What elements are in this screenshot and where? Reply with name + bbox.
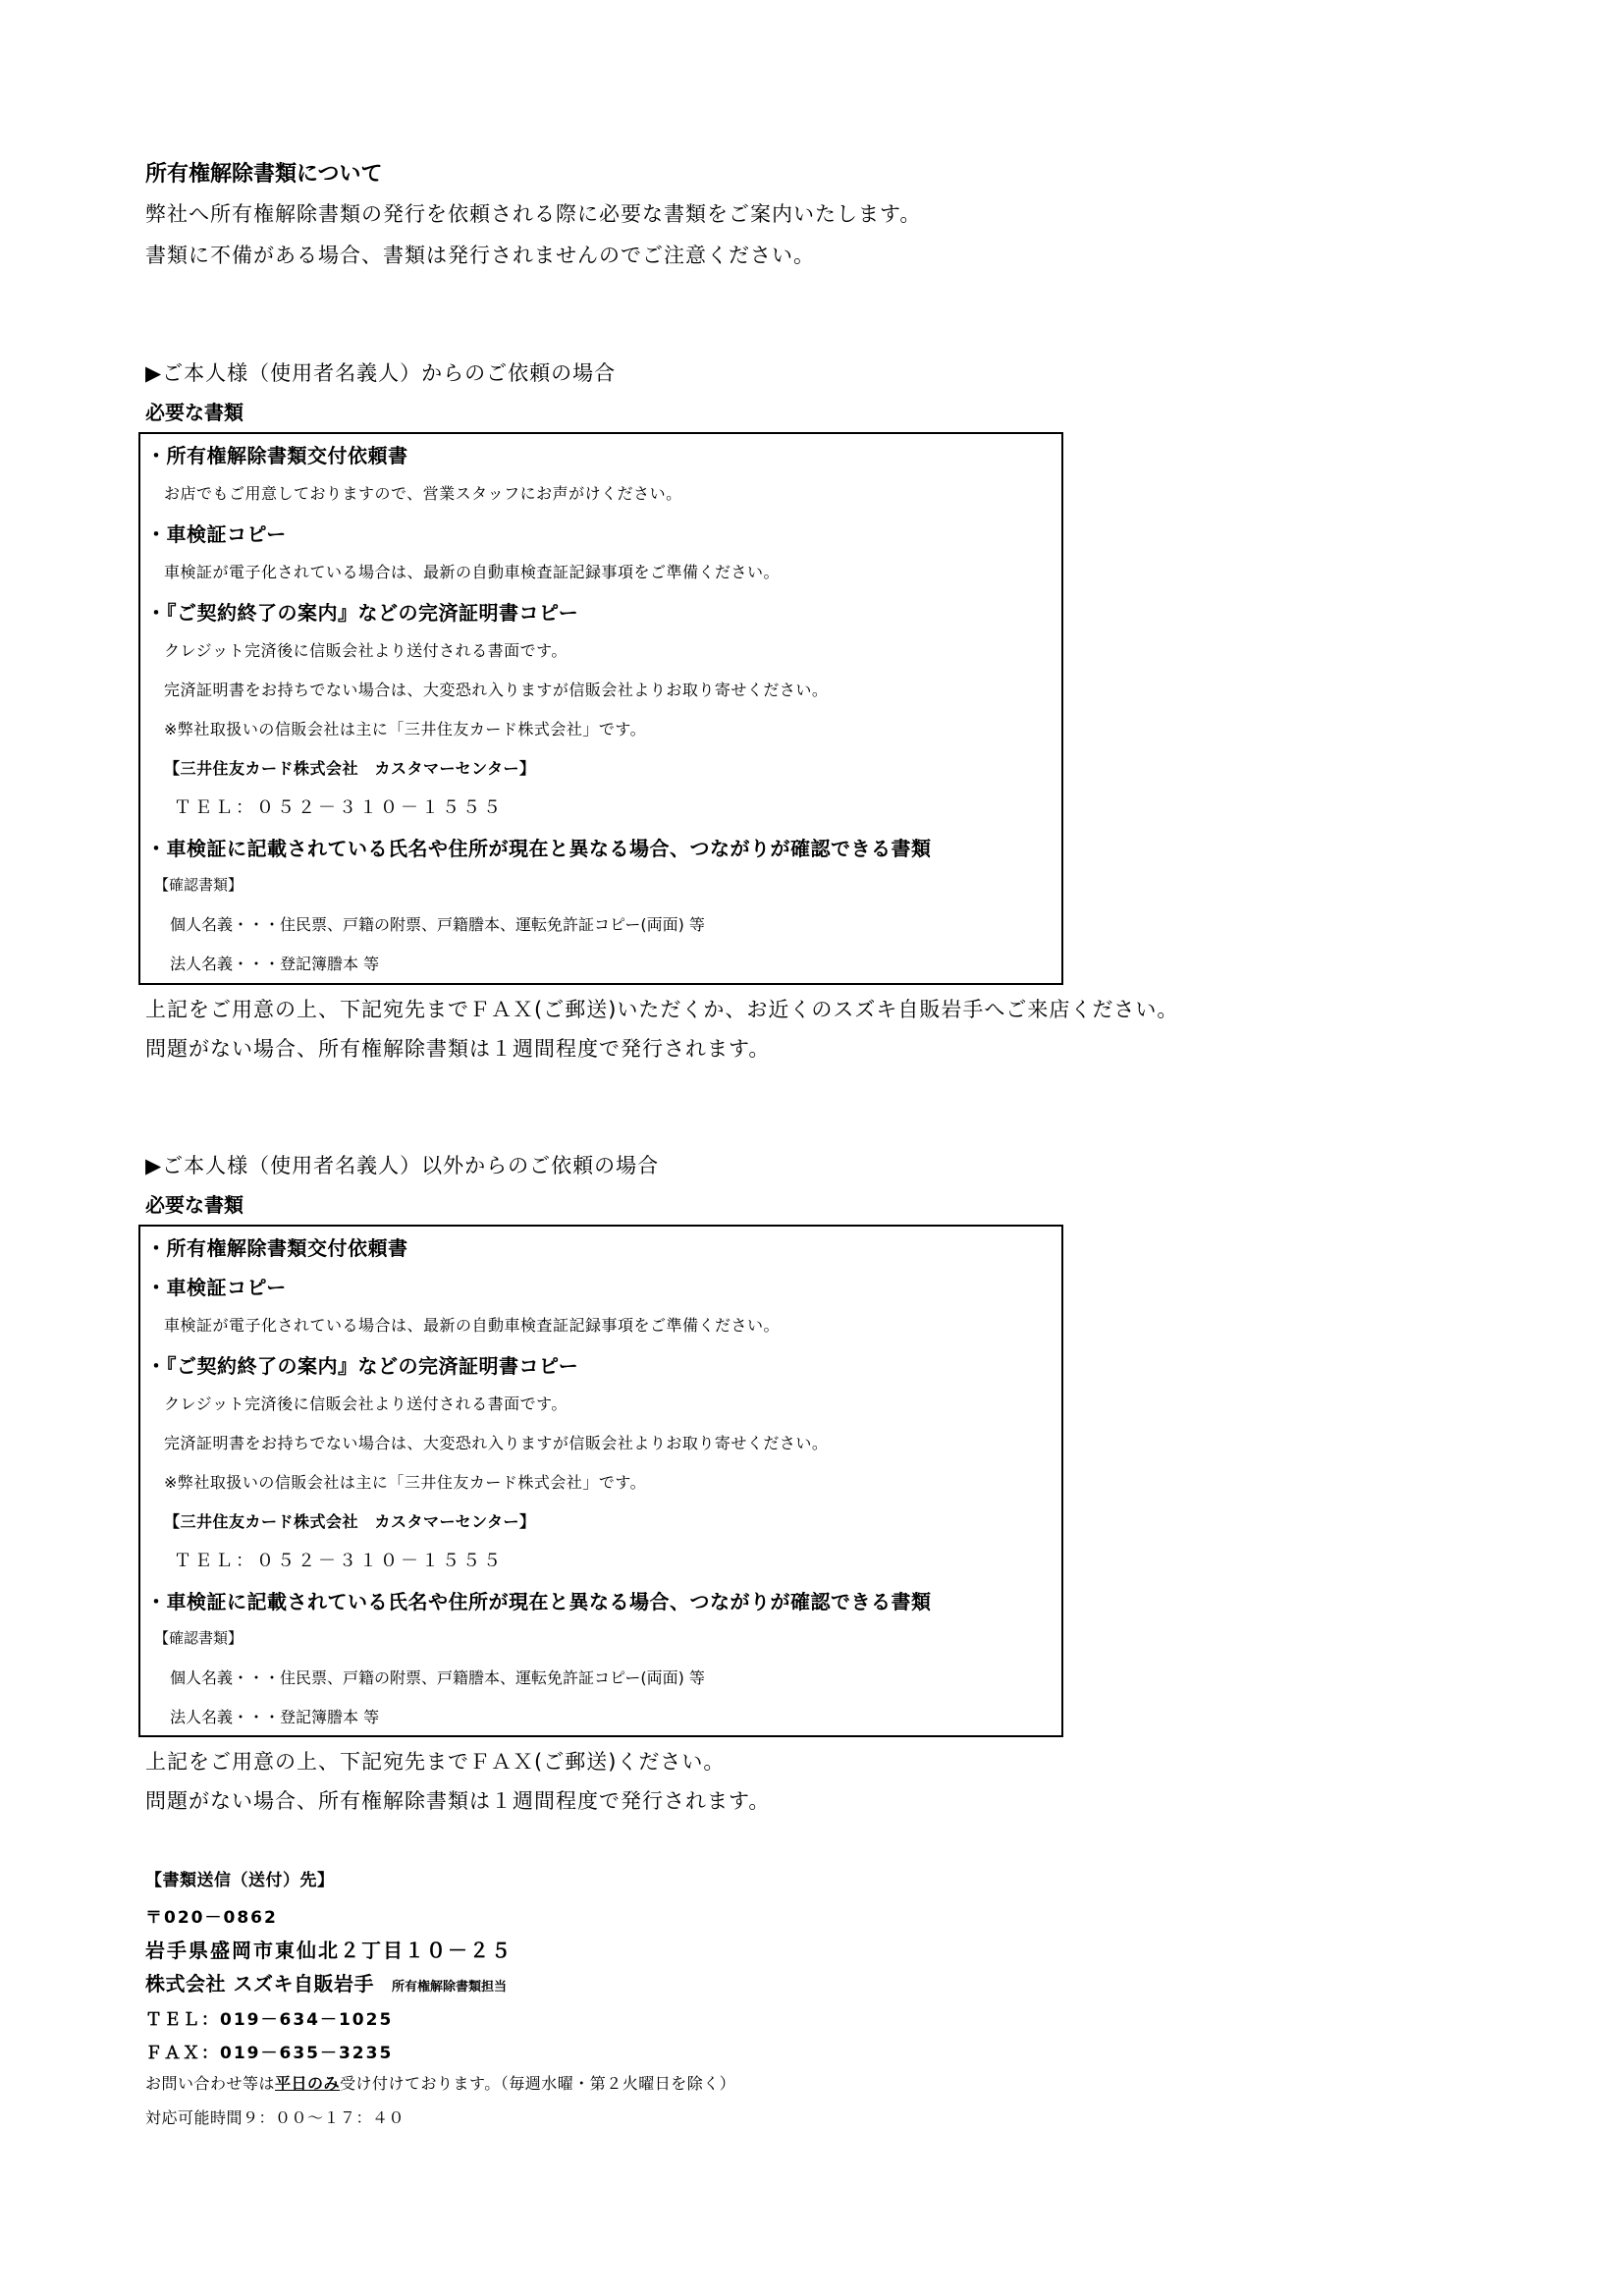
section1-item-link-docs: ・車検証に記載されている氏名や住所が現在と異なる場合、つながりが確認できる書類 <box>146 837 932 860</box>
section1-note-electronic: 車検証が電子化されている場合は、最新の自動車検査証記録事項をご準備ください。 <box>164 563 781 581</box>
section1-note-credit-company: ※弊社取扱いの信販会社は主に「三井住友カード株式会社」です。 <box>164 720 647 738</box>
section2-required-label: 必要な書類 <box>145 1193 243 1217</box>
section1-individual-docs: 個人名義・・・住民票、戸籍の附票、戸籍謄本、運転免許証コピー(両面) 等 <box>170 915 705 934</box>
contact-postal-code: 〒020－0862 <box>145 1908 278 1928</box>
contact-company-name: 株式会社 スズキ自販岩手 <box>145 1972 374 1995</box>
section2-individual-docs: 個人名義・・・住民票、戸籍の附票、戸籍謄本、運転免許証コピー(両面) 等 <box>170 1668 705 1687</box>
contact-hours-prefix: お問い合わせ等は <box>145 2074 276 2093</box>
section1-requirements-box <box>138 432 1063 985</box>
contact-department: 所有権解除書類担当 <box>391 1980 507 1995</box>
contact-address: 岩手県盛岡市東仙北２丁目１０－２５ <box>145 1939 513 1962</box>
section1-corporate-docs: 法人名義・・・登記簿謄本 等 <box>170 955 380 973</box>
section1-customer-center: 【三井住友カード株式会社 カスタマーセンター】 <box>164 759 536 778</box>
section2-item-link-docs: ・車検証に記載されている氏名や住所が現在と異なる場合、つながりが確認できる書類 <box>146 1590 932 1613</box>
contact-heading: 【書類送信（送付）先】 <box>145 1871 335 1890</box>
contact-hours-time: 対応可能時間９：００～１７：４０ <box>145 2108 406 2127</box>
section1-confirm-docs-label: 【確認書類】 <box>154 876 243 894</box>
section1-customer-center-tel: ＴＥＬ：０５２－３１０－１５５５ <box>174 797 504 818</box>
intro-line-1: 弊社へ所有権解除書類の発行を依頼される際に必要な書類をご案内いたします。 <box>145 202 922 226</box>
section1-heading: ▶ご本人様（使用者名義人）からのご依頼の場合 <box>145 361 617 385</box>
section2-note-credit: クレジット完済後に信販会社より送付される書面です。 <box>164 1394 568 1413</box>
section2-heading: ▶ご本人様（使用者名義人）以外からのご依頼の場合 <box>145 1154 660 1177</box>
section2-requirements-box <box>138 1225 1063 1737</box>
section2-item-request-form: ・所有権解除書類交付依頼書 <box>146 1236 408 1260</box>
contact-hours-notice <box>145 2071 735 2094</box>
section2-note-credit-company: ※弊社取扱いの信販会社は主に「三井住友カード株式会社」です。 <box>164 1473 647 1492</box>
section2-item-payoff-cert: ・『ご契約終了の案内』などの完済証明書コピー <box>146 1354 579 1378</box>
contact-company <box>145 1968 507 1996</box>
section2-note-request-cert: 完済証明書をお持ちでない場合は、大変恐れ入りますが信販会社よりお取り寄せください。 <box>164 1434 829 1452</box>
intro-line-2: 書類に不備がある場合、書類は発行されませんのでご注意ください。 <box>145 244 815 267</box>
section2-customer-center: 【三井住友カード株式会社 カスタマーセンター】 <box>164 1512 536 1531</box>
contact-hours-emphasis: 平日のみ <box>275 2074 341 2093</box>
section1-after-line-2: 問題がない場合、所有権解除書類は１週間程度で発行されます。 <box>145 1037 771 1061</box>
contact-tel: ＴＥＬ：019－634－1025 <box>145 2010 394 2030</box>
section1-item-request-form: ・所有権解除書類交付依頼書 <box>146 444 408 467</box>
contact-fax: ＦＡＸ：019－635－3235 <box>145 2044 394 2063</box>
section2-confirm-docs-label: 【確認書類】 <box>154 1629 243 1647</box>
section1-required-label: 必要な書類 <box>145 401 243 424</box>
section1-after-line-1: 上記をご用意の上、下記宛先までＦＡＸ(ご郵送)いただくか、お近くのスズキ自販岩手へご来店ください。 <box>145 998 1179 1021</box>
page-title: 所有権解除書類について <box>145 162 383 187</box>
contact-hours-suffix: 受け付けております。（毎週水曜・第２火曜日を除く） <box>340 2074 736 2093</box>
section2-note-electronic: 車検証が電子化されている場合は、最新の自動車検査証記録事項をご準備ください。 <box>164 1316 781 1335</box>
section2-after-line-1: 上記をご用意の上、下記宛先までＦＡＸ(ご郵送)ください。 <box>145 1750 726 1774</box>
section2-customer-center-tel: ＴＥＬ：０５２－３１０－１５５５ <box>174 1551 504 1571</box>
section1-note-credit: クレジット完済後に信販会社より送付される書面です。 <box>164 641 568 660</box>
section1-item-inspection-copy: ・車検証コピー <box>146 522 287 546</box>
section2-item-inspection-copy: ・車検証コピー <box>146 1276 287 1299</box>
section2-after-line-2: 問題がない場合、所有権解除書類は１週間程度で発行されます。 <box>145 1789 771 1813</box>
section2-corporate-docs: 法人名義・・・登記簿謄本 等 <box>170 1708 380 1726</box>
section1-note-request-cert: 完済証明書をお持ちでない場合は、大変恐れ入りますが信販会社よりお取り寄せください。 <box>164 681 829 699</box>
section1-note-store: お店でもご用意しておりますので、営業スタッフにお声がけください。 <box>164 484 682 503</box>
section1-item-payoff-cert: ・『ご契約終了の案内』などの完済証明書コピー <box>146 601 579 625</box>
